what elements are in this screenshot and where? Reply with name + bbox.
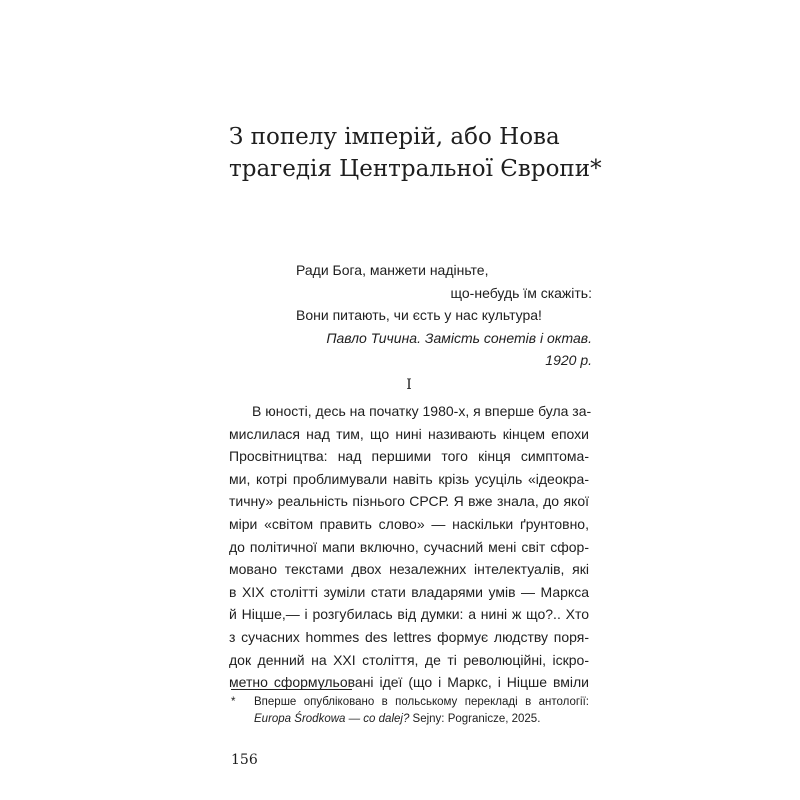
- epigraph-line-1: Ради Бога, манжети надіньте,: [296, 262, 489, 278]
- footnote-source-publisher: Sejny: Pogranicze, 2025.: [409, 713, 541, 725]
- epigraph-line-3: Вони питають, чи єсть у нас культура!: [296, 307, 542, 323]
- body-line: мовано текстами двох незалежних інтелектуалів, які: [229, 561, 589, 578]
- footnote-source-title: Europa Środkowa — co dalej?: [254, 713, 410, 725]
- section-number: I: [406, 377, 412, 393]
- body-line: док денний на XXI століття, де ті революційні, іскро-: [229, 651, 589, 668]
- chapter-title-line-1: З попелу імперій, або Нова: [229, 124, 560, 150]
- body-line: тичну» реальність пізнього СРСР. Я вже знала, до якої: [229, 493, 589, 510]
- footnote-divider: [231, 689, 352, 690]
- epigraph-year: 1920 р.: [545, 352, 592, 368]
- body-line: й Ніцше,— і розгубилась від думки: а нині ж що?.. Хто: [229, 606, 589, 623]
- chapter-title-line-2: трагедія Центральної Європи*: [229, 156, 602, 182]
- epigraph: [296, 259, 592, 372]
- footnote-mark: *: [231, 696, 236, 708]
- footnote-line-2: [254, 711, 589, 728]
- footnote: [231, 694, 589, 728]
- body-line: міри «світом править слово» — наскільки ґрунтовно,: [229, 515, 589, 532]
- body-paragraph: [229, 400, 592, 694]
- page-number: 156: [231, 752, 258, 768]
- body-line: В юності, десь на початку 1980-х, я вперше була за-: [252, 403, 592, 419]
- epigraph-line-2: що-небудь їм скажіть:: [450, 284, 592, 301]
- body-line: до політичної мапи включно, сучасний мені світ сфор-: [229, 538, 589, 555]
- body-line: метно сформульовані ідеї (що і Маркс, і Ніцше вміли: [229, 674, 589, 691]
- chapter-title: [229, 121, 602, 185]
- epigraph-attribution: Павло Тичина. Замість сонетів і октав.: [326, 329, 592, 346]
- body-line: ми, котрі проблимували навіть крізь усуціль «ідеокра-: [229, 470, 589, 487]
- body-line: з сучасних hommes des lettres формує людству поря-: [229, 628, 589, 645]
- body-line: Просвітництва: над першими того кінця симптома-: [229, 448, 589, 465]
- footnote-line-1: Вперше опубліковано в польському перекладі в антології:: [254, 696, 589, 708]
- body-line: в XIX столітті зуміли стати владарями умів — Маркса: [229, 583, 589, 600]
- body-line: мислилася над тим, що нині називають кінцем епохи: [229, 425, 589, 442]
